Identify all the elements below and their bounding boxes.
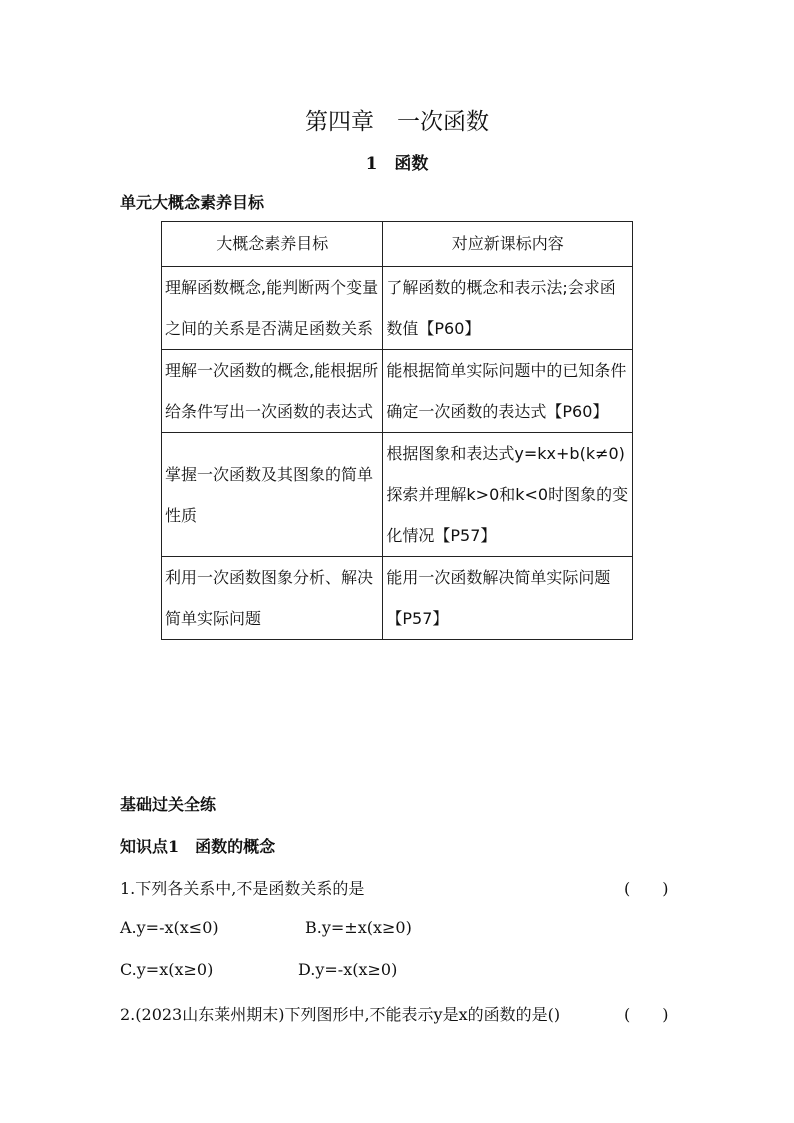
knowledge-point-heading: 知识点1 函数的概念 [120, 837, 276, 856]
goals-table [161, 221, 633, 640]
question-1-option-c: C.y=x(x≥0) [120, 960, 214, 979]
table-header-cell: 对应新课标内容 [383, 222, 633, 267]
table-row [162, 267, 633, 350]
table-cell: 能用一次函数解决简单实际问题【P57】 [383, 557, 633, 640]
question-1-stem: 1.下列各关系中,不是函数关系的是 [120, 879, 365, 898]
chapter-title: 第四章 一次函数 [305, 109, 489, 135]
table-row [162, 350, 633, 433]
question-1-option-d: D.y=-x(x≥0) [298, 960, 398, 979]
table-header-cell: 大概念素养目标 [162, 222, 383, 267]
section-title: 1 函数 [365, 154, 429, 174]
table-row [162, 433, 633, 557]
table-cell: 理解一次函数的概念,能根据所给条件写出一次函数的表达式 [162, 350, 383, 433]
table-cell: 掌握一次函数及其图象的简单性质 [162, 433, 383, 557]
table-cell: 能根据简单实际问题中的已知条件确定一次函数的表达式【P60】 [383, 350, 633, 433]
table-cell: 利用一次函数图象分析、解决简单实际问题 [162, 557, 383, 640]
question-2-stem: 2.(2023山东莱州期末)下列图形中,不能表示y是x的函数的是() [120, 1005, 561, 1024]
table-row [162, 557, 633, 640]
table-cell: 根据图象和表达式y=kx+b(k≠0)探索并理解k>0和k<0时图象的变化情况【P57】 [383, 433, 633, 557]
table-cell: 理解函数概念,能判断两个变量之间的关系是否满足函数关系 [162, 267, 383, 350]
table-header-row [162, 222, 633, 267]
question-1-answer-bracket: ( ) [624, 879, 669, 898]
table-cell: 了解函数的概念和表示法;会求函数值【P60】 [383, 267, 633, 350]
practice-heading: 基础过关全练 [120, 795, 217, 814]
question-1-option-a: A.y=-x(x≤0) [120, 918, 219, 937]
question-2-answer-bracket: ( ) [624, 1005, 669, 1024]
question-1-option-b: B.y=±x(x≥0) [305, 918, 412, 937]
unit-heading: 单元大概念素养目标 [120, 193, 265, 212]
